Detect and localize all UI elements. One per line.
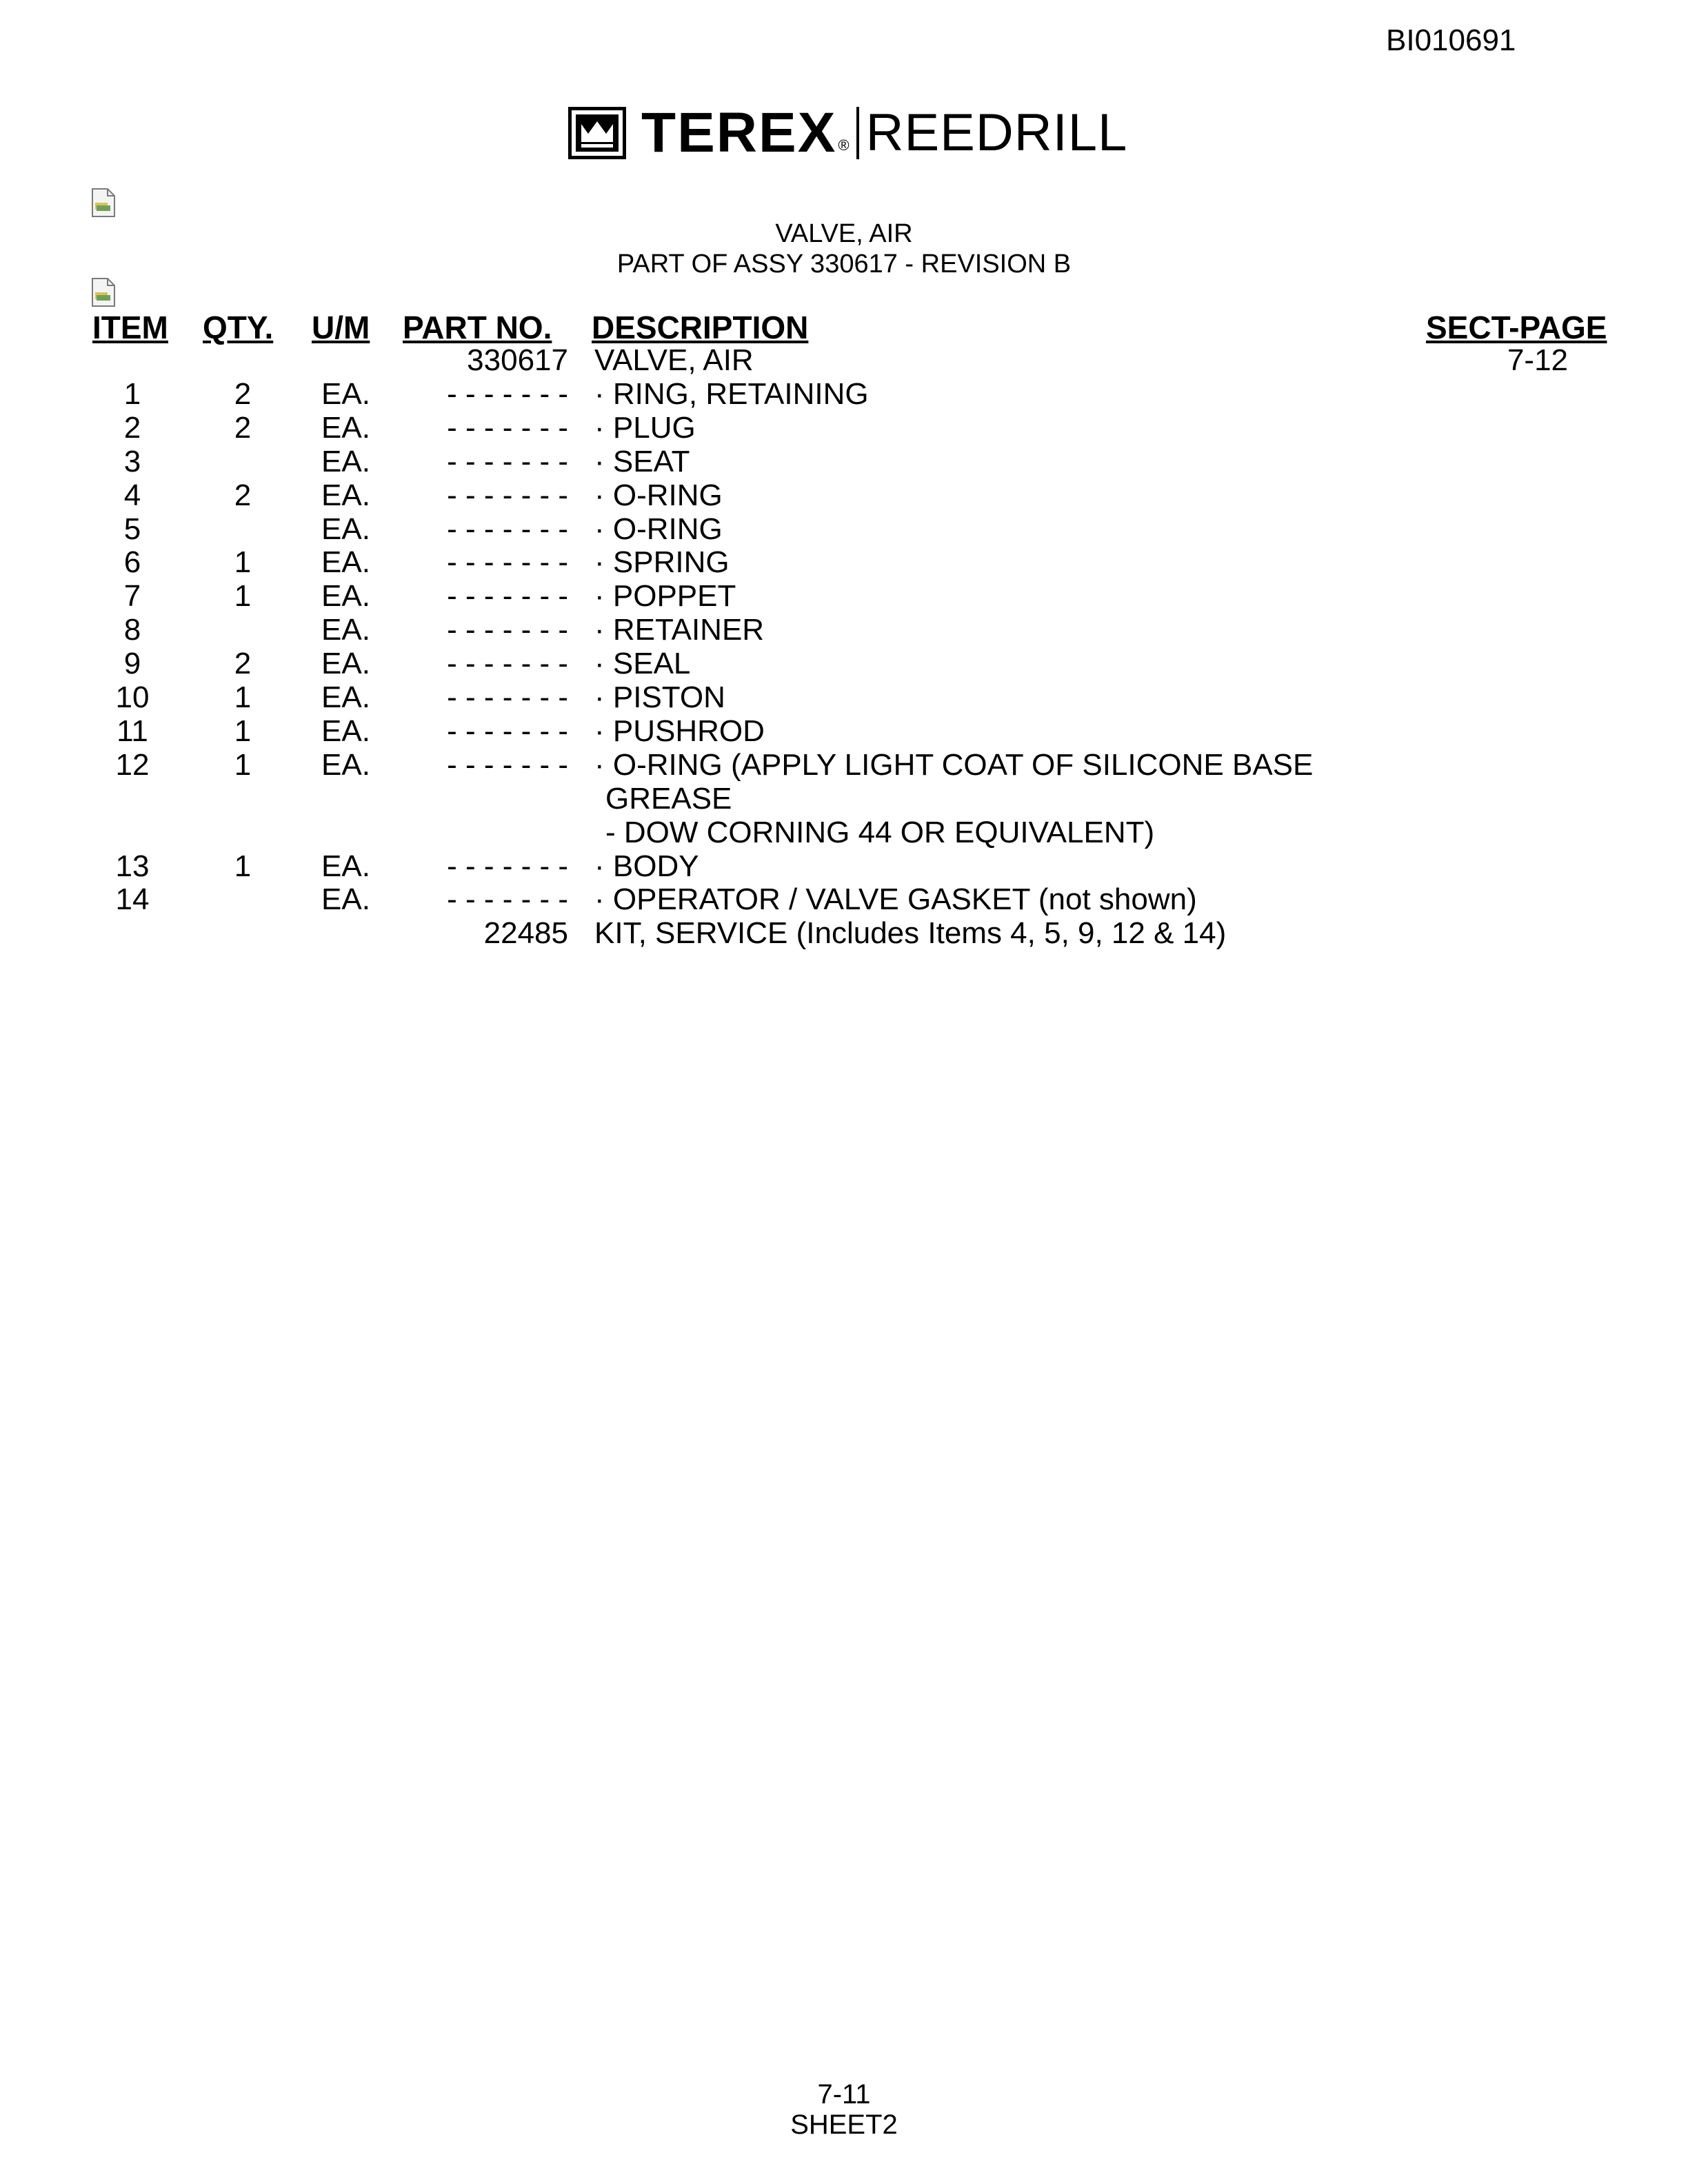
cell-part-no: - - - - - - - (447, 849, 568, 883)
cell-part-no: - - - - - - - (447, 411, 568, 445)
logo-terex-text: TEREX (641, 101, 837, 164)
terex-reedrill-logo (568, 101, 1128, 164)
cell-qty: 2 (234, 377, 252, 411)
cell-qty: 2 (234, 647, 252, 680)
cell-description: · OPERATOR / VALVE GASKET (not shown) (594, 882, 1197, 916)
header-sect-page: SECT-PAGE (1426, 310, 1607, 345)
cell-item: 14 (115, 882, 150, 916)
cell-qty: 1 (234, 849, 252, 883)
cell-qty: 1 (234, 579, 252, 613)
document-id: BI010691 (1386, 23, 1516, 57)
cell-qty: 2 (234, 411, 252, 445)
cell-sect-page: 7-12 (1507, 343, 1569, 377)
cell-part-no: - - - - - - - (447, 714, 568, 748)
cell-description: · O-RING (APPLY LIGHT COAT OF SILICONE BASE (594, 748, 1314, 782)
terex-crown-icon (568, 107, 626, 159)
cell-description: · PISTON (594, 680, 725, 714)
cell-description: · SEAL (594, 647, 691, 680)
cell-description: KIT, SERVICE (Includes Items 4, 5, 9, 12 & 14) (594, 916, 1227, 950)
cell-description: · RETAINER (594, 613, 765, 647)
cell-part-no: - - - - - - - (447, 478, 568, 512)
cell-description: · SEAT (594, 445, 690, 478)
cell-part-no: - - - - - - - (447, 647, 568, 680)
logo-reedrill-text: REEDRILL (865, 103, 1128, 162)
cell-item: 10 (115, 680, 150, 714)
cell-description: · SPRING (594, 545, 730, 579)
cell-item: 7 (123, 579, 141, 613)
cell-um: EA. (321, 377, 370, 411)
page-number: 7-11 (817, 2079, 871, 2110)
cell-item: 5 (123, 512, 141, 546)
cell-item: 8 (123, 613, 141, 647)
cell-qty: 1 (234, 545, 252, 579)
cell-um: EA. (321, 579, 370, 613)
cell-um: EA. (321, 613, 370, 647)
cell-item: 12 (115, 748, 150, 782)
cell-um: EA. (321, 849, 370, 883)
cell-description: · POPPET (594, 579, 736, 613)
cell-item: 3 (123, 445, 141, 478)
document-subtitle: PART OF ASSY 330617 - REVISION B (616, 250, 1072, 279)
cell-part-no: 330617 (467, 343, 568, 377)
cell-um: EA. (321, 748, 370, 782)
cell-part-no: - - - - - - - (447, 680, 568, 714)
cell-item: 4 (123, 478, 141, 512)
cell-item: 9 (123, 647, 141, 680)
cell-part-no: - - - - - - - (447, 377, 568, 411)
logo-divider (856, 107, 859, 159)
cell-description: · RING, RETAINING (594, 377, 869, 411)
logo-registered-mark: ® (838, 136, 850, 154)
cell-um: EA. (321, 445, 370, 478)
cell-item: 13 (115, 849, 150, 883)
cell-part-no: - - - - - - - (447, 579, 568, 613)
cell-description: · PUSHROD (594, 714, 765, 748)
cell-um: EA. (321, 545, 370, 579)
sheet-label: SHEET2 (790, 2110, 898, 2140)
cell-um: EA. (321, 714, 370, 748)
cell-description: · O-RING (594, 512, 723, 546)
cell-description: · O-RING (594, 478, 723, 512)
cell-item: 6 (123, 545, 141, 579)
cell-part-no: - - - - - - - (447, 512, 568, 546)
cell-um: EA. (321, 478, 370, 512)
cell-part-no: 22485 (483, 916, 568, 950)
cell-part-no: - - - - - - - (447, 445, 568, 478)
cell-part-no: - - - - - - - (447, 882, 568, 916)
cell-um: EA. (321, 647, 370, 680)
cell-description: - DOW CORNING 44 OR EQUIVALENT) (605, 816, 1155, 849)
document-icon[interactable] (90, 277, 117, 307)
header-item: ITEM (92, 310, 168, 345)
header-part-no: PART NO. (403, 310, 552, 345)
header-qty: QTY. (203, 310, 274, 345)
cell-qty: 2 (234, 478, 252, 512)
cell-part-no: - - - - - - - (447, 613, 568, 647)
cell-item: 2 (123, 411, 141, 445)
cell-description: GREASE (605, 782, 732, 816)
header-description: DESCRIPTION (592, 310, 809, 345)
cell-description: · BODY (594, 849, 699, 883)
document-title: VALVE, AIR (775, 219, 913, 248)
cell-description: VALVE, AIR (594, 343, 754, 377)
cell-part-no: - - - - - - - (447, 545, 568, 579)
cell-description: · PLUG (594, 411, 696, 445)
cell-um: EA. (321, 512, 370, 546)
cell-um: EA. (321, 680, 370, 714)
cell-qty: 1 (234, 714, 252, 748)
header-um: U/M (312, 310, 370, 345)
cell-item: 1 (123, 377, 141, 411)
document-icon[interactable] (90, 188, 117, 218)
cell-item: 11 (117, 714, 148, 748)
cell-qty: 1 (234, 680, 252, 714)
cell-part-no: - - - - - - - (447, 748, 568, 782)
cell-qty: 1 (234, 748, 252, 782)
cell-um: EA. (321, 882, 370, 916)
cell-um: EA. (321, 411, 370, 445)
